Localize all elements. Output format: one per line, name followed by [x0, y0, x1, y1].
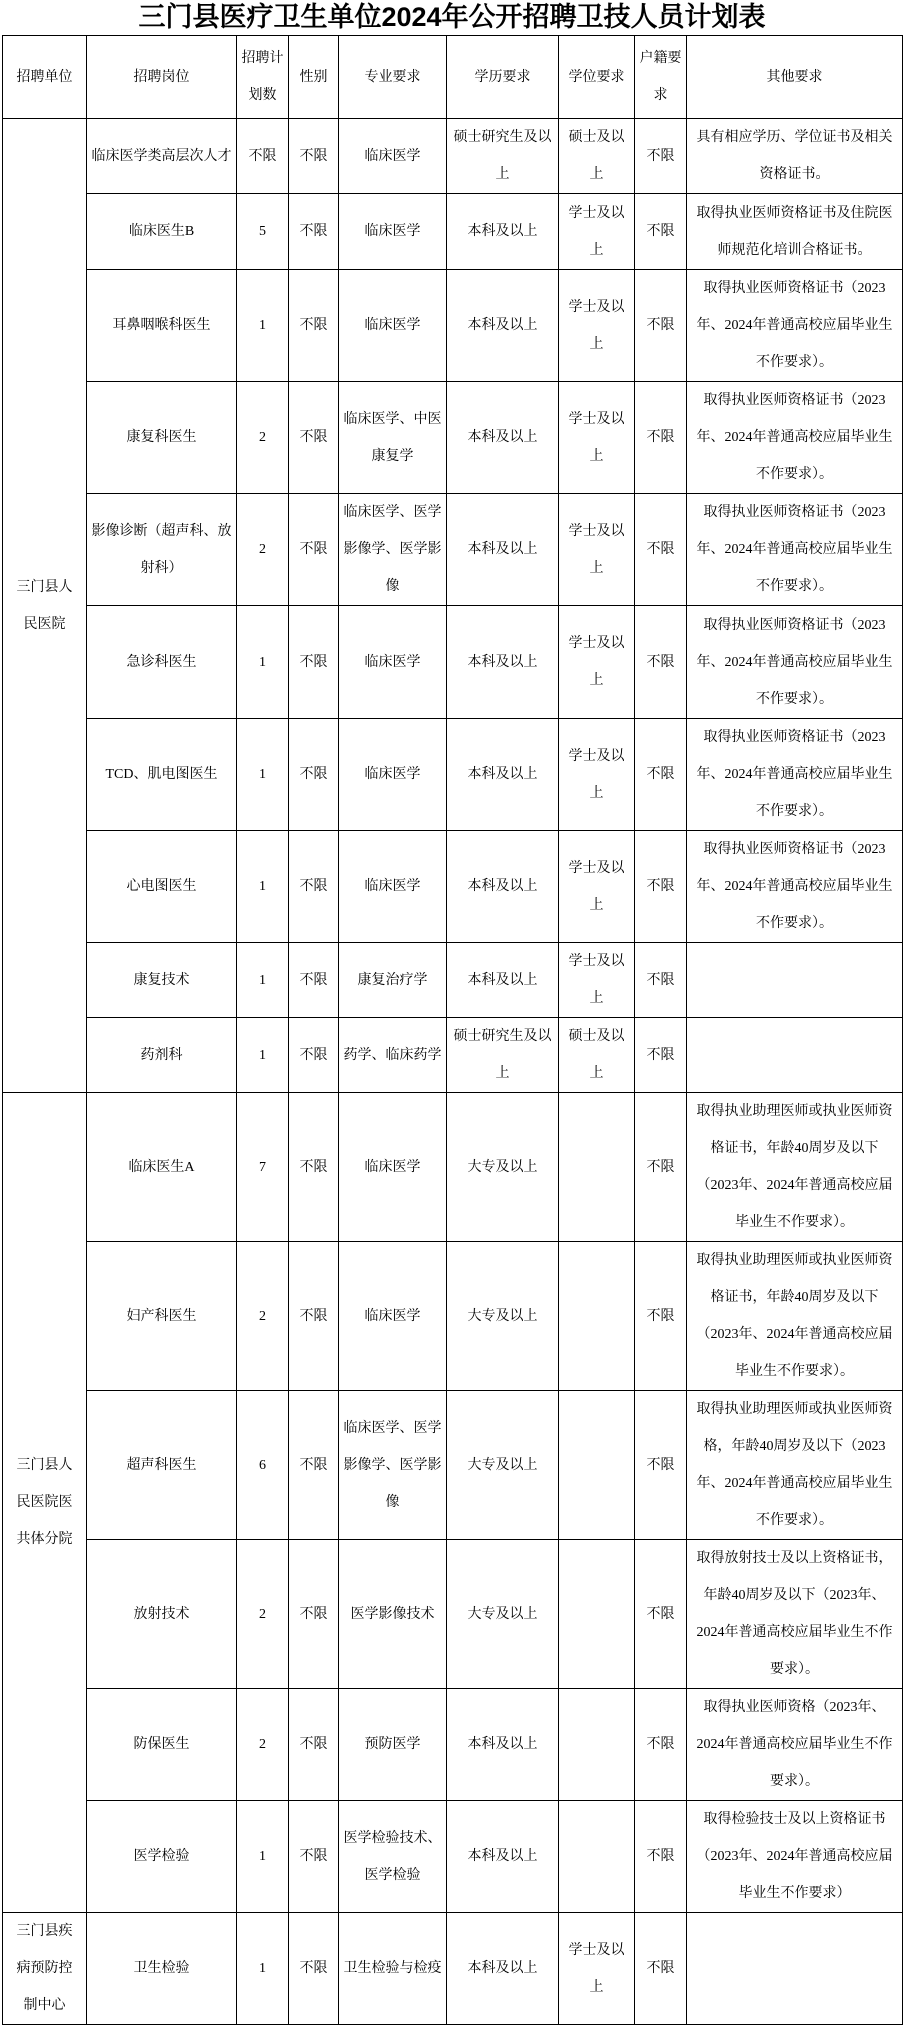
cell-plan-count: 2	[237, 494, 289, 606]
cell-major: 药学、临床药学	[339, 1018, 447, 1093]
cell-plan-count: 1	[237, 831, 289, 943]
cell-plan-count: 不限	[237, 119, 289, 194]
cell-major: 临床医学	[339, 606, 447, 719]
cell-education: 大专及以上	[447, 1242, 559, 1391]
cell-other: 取得放射技士及以上资格证书，年龄40周岁及以下（2023年、2024年普通高校应届毕业生不作要求）。	[687, 1540, 903, 1689]
cell-plan-count: 2	[237, 1689, 289, 1801]
cell-major: 临床医学	[339, 270, 447, 382]
recruitment-plan-table	[2, 35, 903, 2025]
col-header-residency: 户籍要求	[635, 36, 687, 119]
cell-gender: 不限	[289, 1093, 339, 1242]
cell-plan-count: 5	[237, 194, 289, 270]
cell-gender: 不限	[289, 119, 339, 194]
col-header-degree: 学位要求	[559, 36, 635, 119]
cell-position: 康复科医生	[87, 382, 237, 494]
cell-residency: 不限	[635, 494, 687, 606]
cell-degree	[559, 1093, 635, 1242]
cell-residency: 不限	[635, 1689, 687, 1801]
cell-plan-count: 6	[237, 1391, 289, 1540]
cell-plan-count: 2	[237, 1540, 289, 1689]
cell-education: 本科及以上	[447, 831, 559, 943]
cell-position: 临床医生A	[87, 1093, 237, 1242]
cell-education: 本科及以上	[447, 1689, 559, 1801]
cell-plan-count: 1	[237, 1018, 289, 1093]
cell-other: 取得执业医师资格证书（2023年、2024年普通高校应届毕业生不作要求）。	[687, 606, 903, 719]
cell-plan-count: 7	[237, 1093, 289, 1242]
cell-degree: 学士及以上	[559, 943, 635, 1018]
cell-residency: 不限	[635, 1540, 687, 1689]
cell-gender: 不限	[289, 1801, 339, 1913]
table-row	[3, 119, 903, 194]
col-header-unit: 招聘单位	[3, 36, 87, 119]
cell-plan-count: 1	[237, 1913, 289, 2025]
cell-other: 取得执业医师资格证书（2023年、2024年普通高校应届毕业生不作要求）。	[687, 382, 903, 494]
header-row	[3, 36, 903, 119]
cell-other: 取得检验技士及以上资格证书（2023年、2024年普通高校应届毕业生不作要求）	[687, 1801, 903, 1913]
table-row	[3, 1018, 903, 1093]
cell-plan-count: 1	[237, 606, 289, 719]
cell-residency: 不限	[635, 1093, 687, 1242]
table-row	[3, 382, 903, 494]
cell-position: 药剂科	[87, 1018, 237, 1093]
cell-degree	[559, 1242, 635, 1391]
table-row	[3, 943, 903, 1018]
table-row	[3, 719, 903, 831]
cell-plan-count: 2	[237, 382, 289, 494]
cell-major: 临床医学、医学影像学、医学影像	[339, 494, 447, 606]
cell-degree: 学士及以上	[559, 382, 635, 494]
cell-other: 取得执业医师资格证书（2023年、2024年普通高校应届毕业生不作要求）。	[687, 494, 903, 606]
cell-other: 具有相应学历、学位证书及相关资格证书。	[687, 119, 903, 194]
col-header-major: 专业要求	[339, 36, 447, 119]
cell-position: 急诊科医生	[87, 606, 237, 719]
cell-other	[687, 1913, 903, 2025]
cell-education: 大专及以上	[447, 1540, 559, 1689]
cell-residency: 不限	[635, 119, 687, 194]
cell-major: 预防医学	[339, 1689, 447, 1801]
table-row	[3, 1093, 903, 1242]
cell-other	[687, 943, 903, 1018]
cell-position: 放射技术	[87, 1540, 237, 1689]
cell-residency: 不限	[635, 943, 687, 1018]
cell-education: 硕士研究生及以上	[447, 1018, 559, 1093]
cell-position: 卫生检验	[87, 1913, 237, 2025]
cell-degree: 学士及以上	[559, 194, 635, 270]
cell-gender: 不限	[289, 1913, 339, 2025]
cell-education: 本科及以上	[447, 494, 559, 606]
cell-education: 大专及以上	[447, 1093, 559, 1242]
cell-major: 康复治疗学	[339, 943, 447, 1018]
cell-gender: 不限	[289, 719, 339, 831]
cell-education: 硕士研究生及以上	[447, 119, 559, 194]
cell-position: 医学检验	[87, 1801, 237, 1913]
cell-position: 心电图医生	[87, 831, 237, 943]
cell-residency: 不限	[635, 1242, 687, 1391]
table-row	[3, 1540, 903, 1689]
table-row	[3, 494, 903, 606]
cell-degree: 学士及以上	[559, 494, 635, 606]
cell-degree	[559, 1540, 635, 1689]
cell-residency: 不限	[635, 719, 687, 831]
cell-gender: 不限	[289, 382, 339, 494]
cell-position: 耳鼻咽喉科医生	[87, 270, 237, 382]
cell-education: 本科及以上	[447, 270, 559, 382]
unit-cell: 三门县人民医院	[3, 119, 87, 1093]
cell-plan-count: 1	[237, 943, 289, 1018]
cell-major: 临床医学	[339, 1242, 447, 1391]
table-body	[3, 119, 903, 2025]
table-row	[3, 1913, 903, 2025]
cell-residency: 不限	[635, 1801, 687, 1913]
cell-degree: 学士及以上	[559, 719, 635, 831]
cell-residency: 不限	[635, 270, 687, 382]
table-row	[3, 194, 903, 270]
cell-major: 临床医学	[339, 831, 447, 943]
cell-major: 临床医学、医学影像学、医学影像	[339, 1391, 447, 1540]
unit-cell: 三门县疾病预防控制中心	[3, 1913, 87, 2025]
cell-education: 本科及以上	[447, 943, 559, 1018]
cell-residency: 不限	[635, 1018, 687, 1093]
cell-gender: 不限	[289, 943, 339, 1018]
cell-gender: 不限	[289, 1018, 339, 1093]
cell-position: 康复技术	[87, 943, 237, 1018]
cell-major: 医学检验技术、医学检验	[339, 1801, 447, 1913]
cell-residency: 不限	[635, 1391, 687, 1540]
cell-other: 取得执业助理医师或执业医师资格，年龄40周岁及以下（2023年、2024年普通高校应届毕业生不作要求）。	[687, 1391, 903, 1540]
cell-major: 临床医学、中医康复学	[339, 382, 447, 494]
cell-plan-count: 1	[237, 270, 289, 382]
cell-major: 临床医学	[339, 1093, 447, 1242]
cell-major: 卫生检验与检疫	[339, 1913, 447, 2025]
table-row	[3, 1801, 903, 1913]
table-row	[3, 1689, 903, 1801]
col-header-gender: 性别	[289, 36, 339, 119]
cell-degree	[559, 1689, 635, 1801]
cell-degree: 学士及以上	[559, 606, 635, 719]
cell-other: 取得执业医师资格证书（2023年、2024年普通高校应届毕业生不作要求）。	[687, 831, 903, 943]
cell-gender: 不限	[289, 1242, 339, 1391]
cell-education: 大专及以上	[447, 1391, 559, 1540]
unit-cell: 三门县人民医院医共体分院	[3, 1093, 87, 1913]
cell-major: 医学影像技术	[339, 1540, 447, 1689]
cell-degree: 学士及以上	[559, 1913, 635, 2025]
cell-gender: 不限	[289, 494, 339, 606]
cell-education: 本科及以上	[447, 606, 559, 719]
cell-gender: 不限	[289, 1540, 339, 1689]
col-header-other: 其他要求	[687, 36, 903, 119]
cell-other: 取得执业医师资格（2023年、2024年普通高校应届毕业生不作要求）。	[687, 1689, 903, 1801]
cell-other: 取得执业医师资格证书（2023年、2024年普通高校应届毕业生不作要求）。	[687, 719, 903, 831]
cell-gender: 不限	[289, 831, 339, 943]
cell-position: 影像诊断（超声科、放射科）	[87, 494, 237, 606]
cell-degree: 学士及以上	[559, 831, 635, 943]
cell-degree	[559, 1391, 635, 1540]
cell-other: 取得执业医师资格证书及住院医师规范化培训合格证书。	[687, 194, 903, 270]
cell-gender: 不限	[289, 1689, 339, 1801]
cell-education: 本科及以上	[447, 194, 559, 270]
col-header-plan-count: 招聘计划数	[237, 36, 289, 119]
cell-degree	[559, 1801, 635, 1913]
cell-other	[687, 1018, 903, 1093]
cell-plan-count: 1	[237, 719, 289, 831]
cell-gender: 不限	[289, 1391, 339, 1540]
cell-education: 本科及以上	[447, 382, 559, 494]
table-row	[3, 1391, 903, 1540]
cell-major: 临床医学	[339, 119, 447, 194]
cell-other: 取得执业助理医师或执业医师资格证书，年龄40周岁及以下（2023年、2024年普通高校应届毕业生不作要求）。	[687, 1093, 903, 1242]
cell-residency: 不限	[635, 831, 687, 943]
cell-position: 防保医生	[87, 1689, 237, 1801]
table-row	[3, 831, 903, 943]
cell-position: 临床医学类高层次人才	[87, 119, 237, 194]
cell-gender: 不限	[289, 194, 339, 270]
cell-residency: 不限	[635, 606, 687, 719]
cell-plan-count: 2	[237, 1242, 289, 1391]
col-header-position: 招聘岗位	[87, 36, 237, 119]
cell-other: 取得执业助理医师或执业医师资格证书，年龄40周岁及以下（2023年、2024年普通高校应届毕业生不作要求）。	[687, 1242, 903, 1391]
table-row	[3, 606, 903, 719]
table-row	[3, 1242, 903, 1391]
cell-position: 临床医生B	[87, 194, 237, 270]
cell-degree: 硕士及以上	[559, 119, 635, 194]
cell-education: 本科及以上	[447, 1913, 559, 2025]
cell-degree: 硕士及以上	[559, 1018, 635, 1093]
cell-residency: 不限	[635, 1913, 687, 2025]
cell-position: 超声科医生	[87, 1391, 237, 1540]
cell-plan-count: 1	[237, 1801, 289, 1913]
table-row	[3, 270, 903, 382]
cell-education: 本科及以上	[447, 719, 559, 831]
page-title: 三门县医疗卫生单位2024年公开招聘卫技人员计划表	[138, 2, 766, 32]
cell-residency: 不限	[635, 194, 687, 270]
cell-education: 本科及以上	[447, 1801, 559, 1913]
cell-other: 取得执业医师资格证书（2023年、2024年普通高校应届毕业生不作要求）。	[687, 270, 903, 382]
cell-position: TCD、肌电图医生	[87, 719, 237, 831]
cell-degree: 学士及以上	[559, 270, 635, 382]
col-header-education: 学历要求	[447, 36, 559, 119]
cell-residency: 不限	[635, 382, 687, 494]
cell-major: 临床医学	[339, 719, 447, 831]
cell-gender: 不限	[289, 606, 339, 719]
cell-major: 临床医学	[339, 194, 447, 270]
cell-gender: 不限	[289, 270, 339, 382]
cell-position: 妇产科医生	[87, 1242, 237, 1391]
